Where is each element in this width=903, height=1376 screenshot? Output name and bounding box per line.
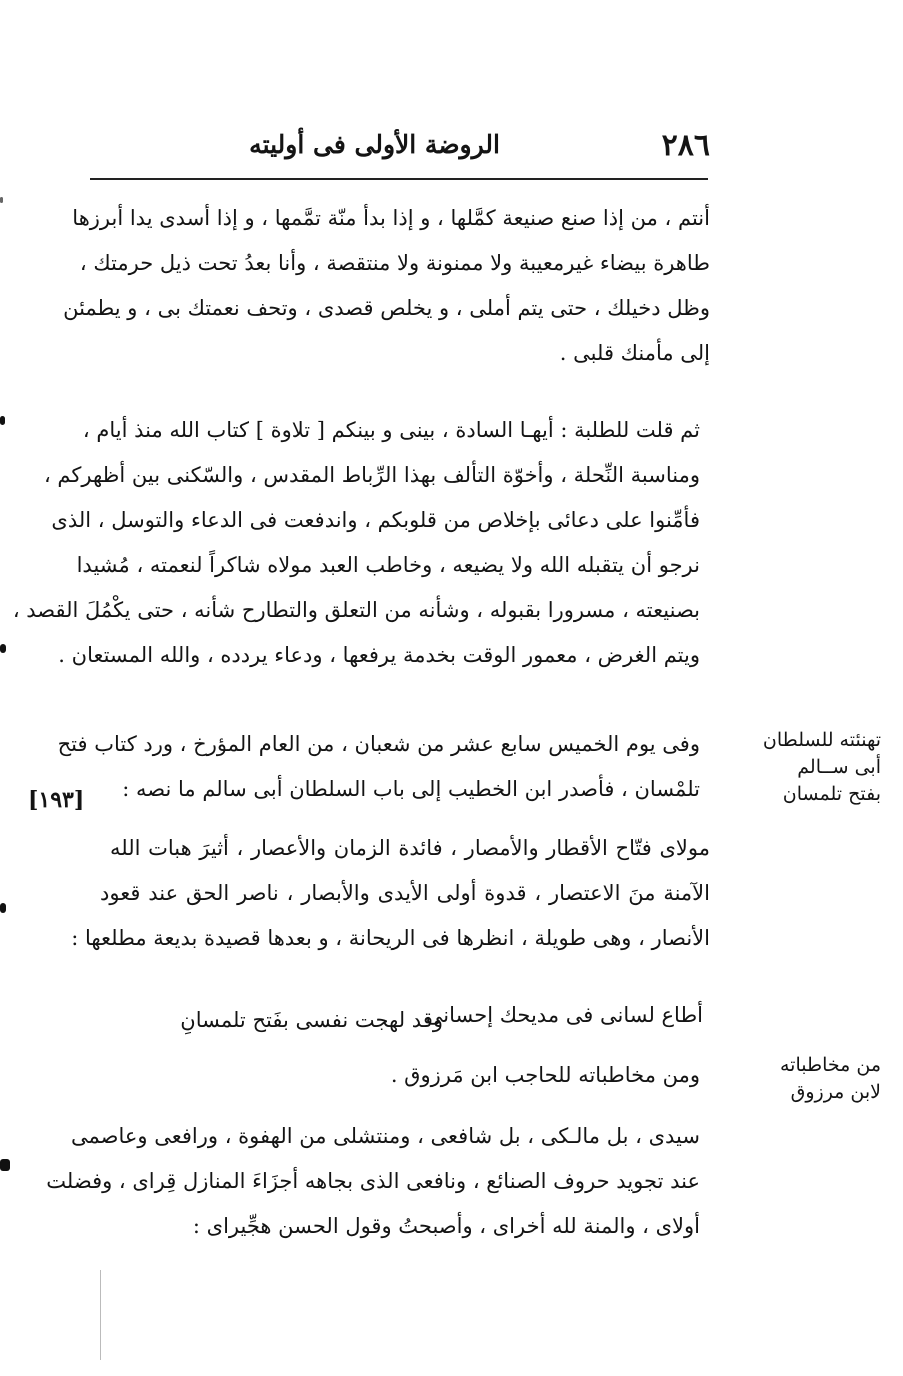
margin-note-line: لابن مرزوق [790,1081,881,1103]
margin-note-line: تهنئته للسلطان [762,729,881,751]
page-header [90,128,710,176]
text-line: أنتم ، من إذا صنع صنيعة كمَّلها ، و إذا بدأ منّة تمَّمها ، و إذا أسدى يدا أبرزها [72,206,710,230]
text-line: عند تجويد حروف الصنائع ، ونافعى الذى بجاهه أجزَاءَ المنازل قِراى ، وفضلت [46,1169,700,1193]
text-line: فأمِّنوا على دعائى بإخلاص من قلوبكم ، واندفعت فى الدعاء والتوسل ، الذى [51,508,700,532]
margin-note-correspondence [780,1052,881,1106]
text-line: الآمنة منَ الاعتصار ، قدوة أولى الأيدى والأبصار ، ناصر الحق عند قعود [100,881,710,905]
verse-second-hemistich: وقد لهجت نفسى بفَتح تلمسانِ [180,1008,443,1032]
scan-edge-mark [0,903,6,913]
paragraph-6 [46,1114,700,1249]
scan-edge-mark [0,197,3,203]
margin-note-line: من مخاطباته [779,1054,881,1076]
text-line: وظل دخيلك ، حتى يتم أملى ، و يخلص قصدى ، وتحف نعمتك بى ، و يطمئن [63,296,710,320]
verse-first-hemistich: أطاع لسانى فى مديحك إحسانى [425,1003,703,1027]
scan-edge-mark [0,644,6,653]
text-line: طاهرة بيضاء غيرمعيبة ولا ممنونة ولا منتقصة ، وأنا بعدُ تحت ذيل حرمتك ، [79,251,710,275]
paragraph-2 [12,408,700,678]
folio-marker: [١٩٣] [28,787,85,813]
text-line: أولاى ، والمنة لله أخراى ، وأصبحتُ وقول الحسن هجِّيراى : [192,1214,700,1238]
margin-note-congratulation [763,727,881,808]
scan-edge-mark [0,416,5,425]
paragraph-4 [71,826,710,961]
margin-note-line: بفتح تلمسان [782,783,881,805]
text-line: بصنيعته ، مسرورا بقبوله ، وشأنه من التعلق والتطارح شأنه ، حتى يكْمُلَ القصد ، [12,598,700,622]
scan-edge-mark [0,1159,10,1171]
running-title: الروضة الأولى فى أوليته [249,130,500,159]
text-line: وفى يوم الخميس سابع عشر من شعبان ، من العام المؤرخ ، ورد كتاب فتح [57,732,700,756]
text-line: تلمْسان ، فأصدر ابن الخطيب إلى باب السلطان أبى سالم ما نصه : [122,777,700,801]
text-line: ومناسبة النِّحلة ، وأخوّة التألف بهذا الرِّباط المقدس ، والسّكنى بين أظهركم ، [43,463,700,487]
paragraph-1 [63,196,710,376]
header-rule [90,178,708,180]
page-number: ٢٨٦ [661,128,710,163]
text-line: إلى مأمنك قلبى . [559,341,710,365]
text-line: الأنصار ، وهى طويلة ، انظرها فى الريحانة ، و بعدها قصيدة بديعة مطلعها : [71,926,710,950]
text-line: نرجو أن يتقبله الله ولا يضيعه ، وخاطب العبد مولاه شاكراً لنعمته ، مُشيدا [76,553,700,577]
text-line: سيدى ، بل مالـكى ، بل شافعى ، ومنتشلى من الهفوة ، ورافعى وعاصمى [71,1124,700,1148]
margin-note-line: أبى ســالم [797,756,881,778]
paragraph-3 [57,722,700,812]
text-line: ومن مخاطباته للحاجب ابن مَرزوق . [390,1063,700,1087]
text-line: مولاى فتّاح الأقطار والأمصار ، فائدة الزمان والأعصار ، أثيرَ هبات الله [110,836,710,860]
text-line: ثم قلت للطلبة : أيهـا السادة ، بينى و بينكم [ تلاوة ] كتاب الله منذ أيام ، [82,418,700,442]
paragraph-5 [390,1053,700,1098]
text-line: ويتم الغرض ، معمور الوقت بخدمة يرفعها ، ودعاء يردده ، والله المستعان . [58,643,700,667]
gutter-line [100,1270,101,1360]
